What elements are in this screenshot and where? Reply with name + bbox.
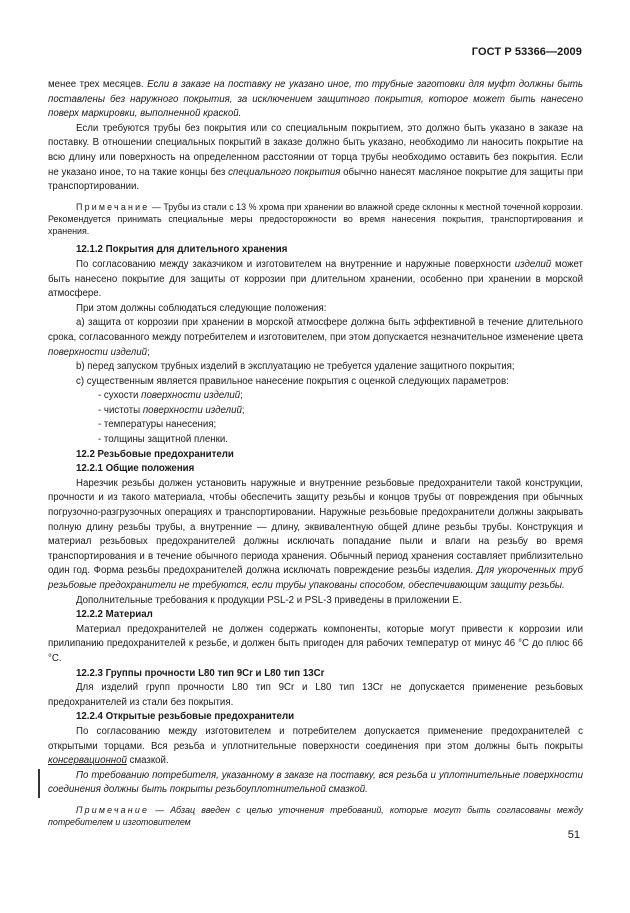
dash-item-cleanliness: [48, 404, 583, 419]
paragraph-material: Материал предохранителей не должен содержать компоненты, которые могут привести к коррозии или прилипанию предохранителей к резьбе, и должен быть пригоден для рабочих температур от минус 46 °С до плюс 66 °С.: [48, 623, 583, 664]
italic-text: поверхности изделий: [141, 390, 241, 402]
note-text: — Трубы из стали с 13 % хрома при хранении во влажной среде склонны к местной точечной коррозии. Рекомендуется принимать специальные меры предосторожности во время нанесения покрытия, транспортирования и хранения.: [48, 201, 583, 237]
heading-12-1-2: 12.1.2 Покрытия для длительного хранения: [76, 244, 288, 256]
note-chrome-steel: [48, 201, 583, 238]
text: - чистоты: [98, 404, 143, 416]
paragraph-customer-request: [48, 769, 583, 798]
text: обычно нанесят масляное покрытие для защиты при транспортировании.: [48, 166, 584, 193]
italic-text: поверхности изделий: [142, 404, 242, 416]
document-body: [48, 78, 583, 834]
heading-12-2-4: 12.2.4 Открытые резьбовые предохранители: [76, 711, 295, 723]
dash-item-temperature: - температуры нанесения;: [98, 419, 217, 431]
text: По согласованию между изготовителем и потребителем допускается применение предохранителей с открытыми торцами. Вся резьба и уплотнительные поверхности соединения при этом должны быть покрыты: [48, 725, 583, 752]
page-number: 51: [567, 829, 580, 841]
text: менее трех месяцев.: [48, 79, 148, 90]
paragraph-conditions: При этом должны соблюдаться следующие положения:: [76, 302, 327, 314]
text: Если требуются трубы без покрытия или со специальным покрытием, это должно быть указано в заказе на поставку. В отношении специальных покрытий в заказе должно быть указано, необходимо ли наносить покрытие на всю длину или поверхность на определенном расстоянии от торца трубы необходимо оставить без покрытия. Если не указано иное, то на такие концы без: [48, 122, 583, 178]
document-header: ГОСТ Р 53366—2009: [471, 46, 582, 58]
paragraph-long-storage: [48, 258, 583, 302]
paragraph-strength-groups: Для изделий групп прочности L80 тип 9Cr и L80 тип 13Cr не допускается применение резьбовых предохранителей из стали без покрытия.: [48, 682, 583, 708]
heading-12-2-3: 12.2.3 Группы прочности L80 тип 9Cr и L80 тип 13Cr: [76, 667, 325, 679]
dash-item-dryness: [48, 389, 583, 404]
italic-text: поверхности изделий: [48, 346, 148, 358]
note-label: Примечание: [76, 804, 150, 815]
text: ;: [240, 390, 243, 402]
paragraph-psl-requirements: Дополнительные требования к продукции PSL-2 и PSL-3 приведены в приложении Е.: [76, 594, 462, 606]
text: а) защита от коррозии при хранении в морской атмосфере должна быть эффективной в течение длительного срока, согласованного между потребителем и изготовителем, при этом допускается незначительное изменение цвета: [48, 317, 583, 343]
text: ;: [241, 404, 245, 416]
italic-text: специального покрытия: [228, 166, 341, 178]
list-item-c: с) существенным является правильное нанесение покрытия с оценкой следующих параметров:: [76, 375, 509, 387]
text: смазкой.: [126, 755, 169, 767]
text: - сухости: [98, 390, 142, 402]
paragraph-continuation: [48, 78, 583, 122]
heading-12-2-2: 12.2.2 Материал: [76, 609, 153, 621]
text: По согласованию между заказчиком и изготовителем на внутренние и наружные поверхности: [76, 258, 515, 270]
change-bar: [38, 769, 583, 798]
heading-12-2: 12.2 Резьбовые предохранители: [76, 448, 234, 460]
italic-text: По требованию потребителя, указанному в заказе на поставку, вся резьба и уплотнительные поверхности соединения должны быть покрыты резьбоуплотнительной смазкой.: [48, 769, 583, 796]
italic-text: консервационной: [48, 755, 127, 767]
paragraph-open-protectors: [48, 725, 583, 769]
dash-item-thickness: - толщины защитной пленки.: [98, 434, 228, 446]
list-item-a: [48, 316, 583, 360]
text: ;: [147, 346, 150, 358]
paragraph-thread-protectors: [48, 477, 583, 594]
note-label: Примечание: [76, 201, 150, 212]
paragraph-uncoated-pipes: [48, 122, 583, 195]
heading-12-2-1: 12.2.1 Общие положения: [76, 463, 195, 475]
note-text: — Абзац введен с целью уточнения требований, которые могут быть согласованы между потребителем и изготовителем: [48, 804, 583, 828]
italic-text: изделий: [514, 258, 552, 270]
list-item-b: b) перед запуском трубных изделий в эксплуатацию не требуется удаление защитного покрытия;: [76, 361, 515, 373]
italic-text: Для укороченных труб резьбовые предохранители не требуются, если трубы упакованы способом, обеспечивающим защиту резьбы.: [48, 565, 583, 592]
text: Нарезчик резьбы должен установить наружные и внутренние резьбовые предохранители такой конструкции, прочности и из такого материала, чтобы обеспечить защиту резьбы и концов трубы от повреждения при обычных погрузочно-разгрузочных операциях и транспортировании. Наружные резьбовые предохранители должны закрывать полную длину резьбы трубы, а внутренние — длину, эквивалентную общей длине резьбы трубы. Конструкция и материал резьбовых предохранителей должны исключать попадание пыли и влаги на резьбу во время транспортирования и в течение обычного периода хранения. Обычный период хранения составляет приблизительно один год. Форма резьбы предохранителей должна исключать повреждение резьбы изделия.: [48, 477, 583, 577]
note-paragraph-introduced: [48, 804, 583, 828]
italic-text: Если в заказе на поставку не указано иное, то трубные заготовки для муфт должны быть поставлены без наружного покрытия, за исключением защитного покрытия, которое может быть нанесено поверх маркировки, выполненной краской.: [48, 79, 583, 120]
text: может быть нанесено покрытие для защиты от коррозии при длительном хранении, особенно при хранении в морской атмосфере.: [48, 258, 583, 300]
